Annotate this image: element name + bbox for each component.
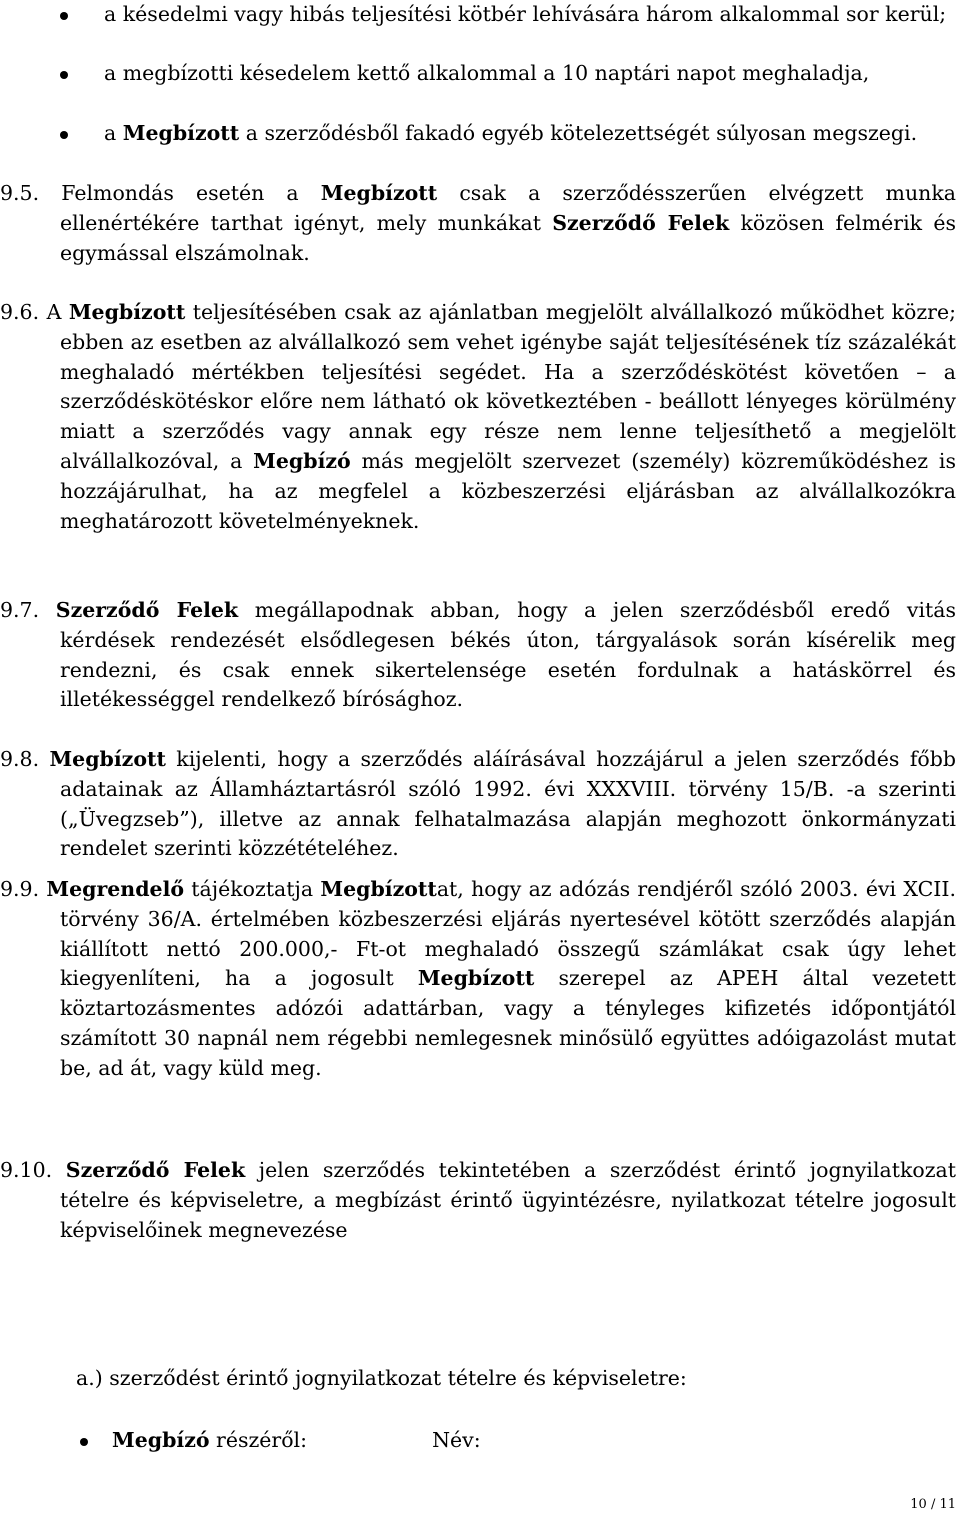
clause-9-8: 9.8. Megbízott kijelenti, hogy a szerződés aláírásával hozzájárul a jelen szerződés főbb adatainak az Államháztartásról szóló 1992. évi XXXVIII. törvény 15/B. -a szerinti („Üvegzseb”), illetve az annak felhatalmazása alapján meghozott önkormányzati rendelet szerinti közzétételéhez.	[0, 747, 956, 861]
name-label: Név:	[432, 1428, 481, 1452]
party-suffix: részéről:	[209, 1428, 308, 1452]
bullet-icon	[60, 12, 68, 20]
party-name: Megbízó	[112, 1428, 210, 1452]
bullet-icon	[60, 71, 68, 79]
clause-9-5: 9.5. Felmondás esetén a Megbízott csak a szerződésszerűen elvégzett munka ellenértékére tarthat igényt, mely munkákat Szerződő Felek közösen felmérik és egymással elszámolnak.	[0, 181, 956, 265]
bullet-icon	[60, 131, 68, 139]
clause-9-9: 9.9. Megrendelő tájékoztatja Megbízottat, hogy az adózás rendjéről szóló 2003. évi XCII. törvény 36/A. értelmében közbeszerzési eljárás nyertesével kötött szerződés alapján kiállított nettó 200.000,- Ft-ot meghaladó összegű számlákat csak úgy lehet kiegyenlíteni, ha a jogosult Megbízott szerepel az APEH által vezetett köztartozásmentes adózói adattárban, vagy a tényleges kifizetés időpontjától számított 30 napnál nem régebbi nemlegesnek minősülő együttes adóigazolást mutat be, ad át, vagy küld meg.	[0, 877, 957, 1080]
subheading: a.) szerződést érintő jognyilatkozat tételre és képviseletre:	[76, 1366, 687, 1390]
clause-9-6: 9.6. A Megbízott teljesítésében csak az ajánlatban megjelölt alvállalkozó működhet közre; ebben az esetben az alvállalkozó sem vehet igénybe saját teljesítésének tíz százalékát meghaladó mértékben teljesítési segédet. Ha a szerződéskötést követően – a szerződéskötéskor előre nem látható ok következtében - beállott lényeges körülmény miatt a szerződés vagy annak egy része nem lenne teljesíthető a megjelölt alvállalkozóval, a Megbízó más megjelölt szervezet (személy) közreműködéshez is hozzájárulhat, ha az megfelel a közbeszerzési eljárásban az alvállalkozókra meghatározott követelményeknek.	[0, 300, 956, 533]
bullet-text: a Megbízott a szerződésből fakadó egyéb kötelezettségét súlyosan megszegi.	[104, 121, 918, 145]
bullet-icon	[80, 1438, 88, 1446]
bullet-text: a késedelmi vagy hibás teljesítési kötbér lehívására három alkalommal sor kerül;	[104, 2, 947, 26]
list-item	[104, 59, 956, 89]
bullet-text: a megbízotti késedelem kettő alkalommal a 10 naptári napot meghaladja,	[104, 61, 870, 85]
clause-9-7: 9.7. Szerződő Felek megállapodnak abban, hogy a jelen szerződésből eredő vitás kérdések rendezését elsődlegesen békés úton, tárgyalások során kísérelik meg rendezni, és csak ennek sikertelensége esetén fordulnak a hatáskörrel és illetékességgel rendelkező bírósághoz.	[0, 598, 957, 712]
list-item	[104, 0, 956, 30]
clause-9-10: 9.10. Szerződő Felek jelen szerződés tekintetében a szerződést érintő jognyilatkozat tételre és képviseletre, a megbízást érintő ügyintézésre, nyilatkozat tételre jogosult képviselőinek megnevezése	[0, 1158, 956, 1242]
list-item	[104, 119, 956, 149]
page-number: 10 / 11	[910, 1497, 956, 1512]
signature-row	[112, 1425, 481, 1455]
